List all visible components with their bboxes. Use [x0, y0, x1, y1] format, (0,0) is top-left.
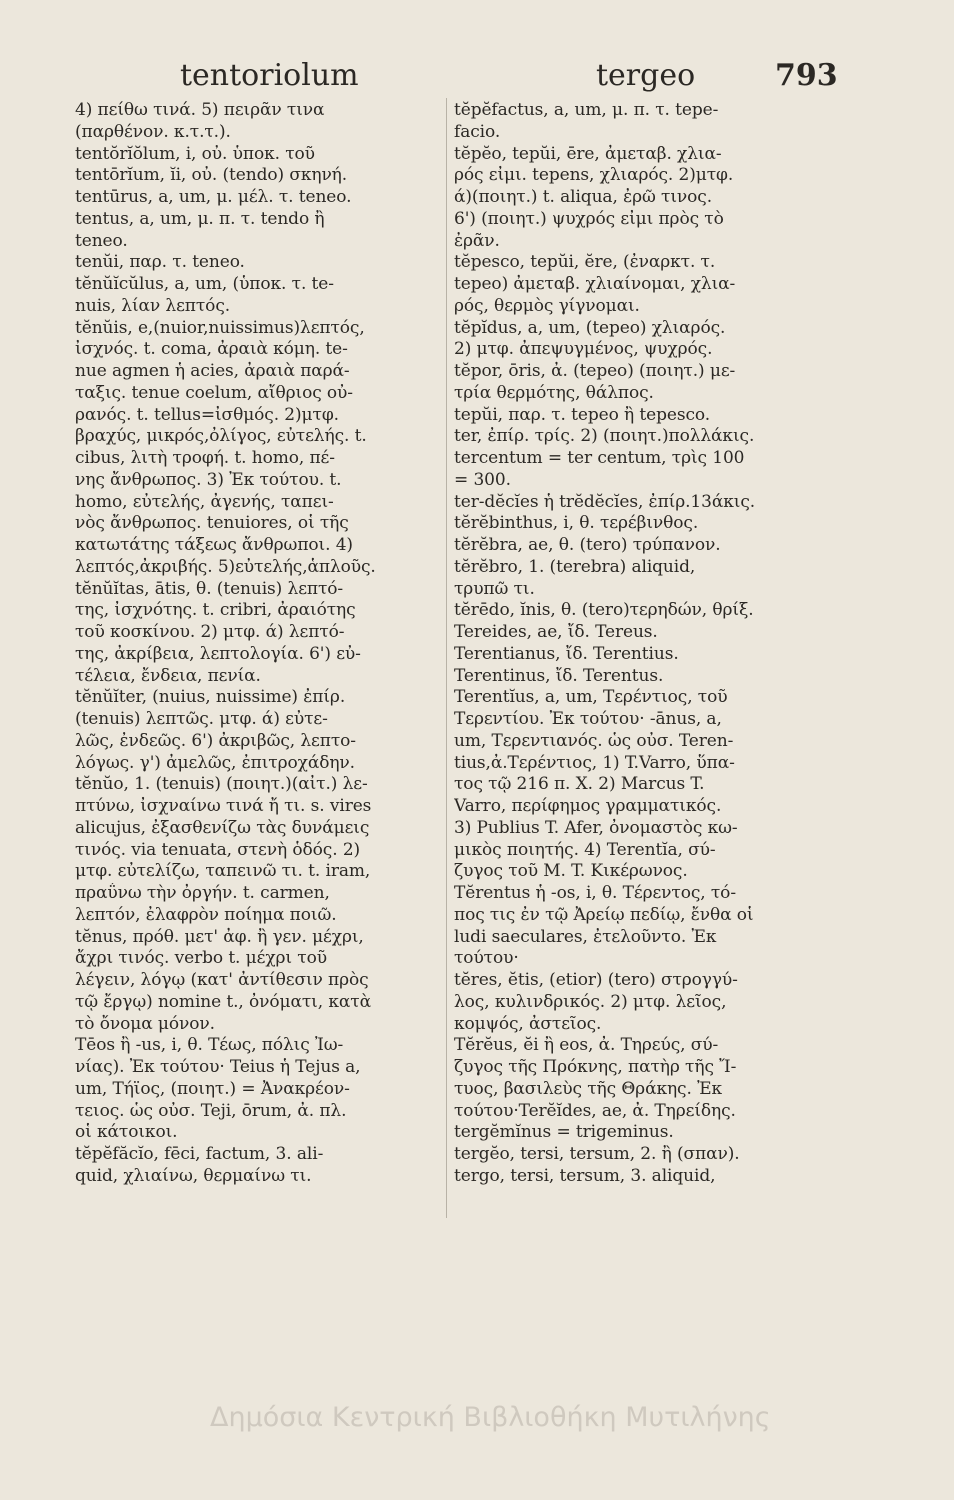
entry-line: tĕnŭĭter, (nuius, nuissime) ἐπίρ. — [75, 687, 346, 708]
entry-line: (tenuis) λεπτῶς. μτφ. ά) εὐτε- — [75, 709, 328, 729]
entry-line: tentōrĭum, ĭi, οὐ. (tendo) σκηνή. — [75, 165, 348, 186]
header-left-guide-word: tentoriolum — [180, 58, 359, 93]
entry-line: alicujus, ἐξασθενίζω τὰς δυνάμεις — [75, 817, 370, 838]
left-column — [75, 100, 450, 1188]
entry-line: = 300. — [454, 469, 511, 490]
entry-line: πτύνω, ἰσχναίνω τινά ἤ τι. s. vires — [75, 796, 372, 816]
page-number: 793 — [775, 58, 838, 93]
entry-line: τρυπῶ τι. — [454, 578, 535, 599]
entry-line: μικὸς ποιητής. 4) Terentĭa, σύ- — [454, 839, 716, 860]
entry-line: τὸ ὄνομα μόνον. — [75, 1013, 215, 1034]
entry-line: nuis, λίαν λεπτός. — [75, 295, 231, 316]
entry-line: λῶς, ἐνδεῶς. 6') ἀκριβῶς, λεπτο- — [75, 730, 356, 751]
entry-line: ά)(ποιητ.) t. aliqua, ἐρῶ τινος. — [454, 187, 713, 207]
entry-line: νίας). Ἐκ τούτου· Teius ἡ Tejus a, — [75, 1057, 361, 1077]
entry-line: λεπτός,ἀκριβής. 5)εὐτελής,ἁπλοῦς. — [75, 556, 376, 577]
entry-line: τέλεια, ἔνδεια, πενία. — [75, 665, 261, 686]
entry-line: 2) μτφ. ἀπεψυγμένος, ψυχρός. — [454, 339, 713, 360]
entry-line: tentŏrĭŏlum, i, οὐ. ὑποκ. τοῦ — [75, 143, 315, 164]
entry-line: facio. — [454, 121, 501, 142]
entry-line: tĕnŭĭtas, ātis, θ. (tenuis) λεπτό- — [75, 578, 344, 599]
entry-line: tentūrus, a, um, μ. μέλ. τ. teneo. — [75, 187, 352, 207]
entry-line: Varro, περίφημος γραμματικός. — [454, 796, 722, 816]
entry-line: Terentianus, ἴδ. Terentius. — [454, 643, 679, 664]
entry-line: tĕrēdo, ĭnis, θ. (tero)τερηδών, θρίξ. — [454, 600, 754, 621]
entry-line: tentus, a, um, μ. π. τ. tendo ἢ — [75, 208, 325, 229]
entry-line: ter, ἐπίρ. τρίς. 2) (ποιητ.)πολλάκις. — [454, 426, 755, 447]
entry-line: Tĕrentus ἡ -os, i, θ. Τέρεντος, τό- — [454, 883, 736, 903]
entry-line: νὸς ἄνθρωπος. tenuiores, οἱ τῆς — [75, 513, 349, 534]
entry-line: tĕpesco, tepŭi, ĕre, (ἐναρκτ. τ. — [454, 252, 716, 273]
entry-line: λεπτόν, ἐλαφρὸν ποίημα ποιῶ. — [75, 904, 337, 925]
entry-line: tĕrĕbro, 1. (terebra) aliquid, — [454, 556, 696, 577]
entry-line: tĕnŭo, 1. (tenuis) (ποιητ.)(αἰτ.) λε- — [75, 774, 368, 795]
entry-line: οἱ κάτοικοι. — [75, 1122, 178, 1143]
entry-line: tergĕmĭnus = trigeminus. — [454, 1122, 674, 1143]
entry-line: λόγως. γ') ἀμελῶς, ἐπιτροχάδην. — [75, 752, 355, 773]
entry-line: τος τῷ 216 π. X. 2) Marcus T. — [454, 774, 705, 795]
entry-line: ταξις. tenue coelum, αἴθριος οὐ- — [75, 382, 353, 403]
entry-line: ρανός. t. tellus=ἰσθμός. 2)μτφ. — [75, 404, 339, 425]
entry-line: tenŭi, παρ. τ. teneo. — [75, 252, 245, 273]
entry-line: homo, εὐτελής, ἀγενής, ταπει- — [75, 491, 334, 512]
entry-line: 3) Publius T. Afer, ὀνομαστὸς κω- — [454, 817, 738, 838]
entry-line: tĕpĕo, tepŭi, ēre, ἀμεταβ. χλια- — [454, 143, 722, 164]
entry-line: tĕrĕbra, ae, θ. (tero) τρύπανον. — [454, 535, 721, 555]
entry-line: tergĕo, tersi, tersum, 2. ἢ (σπαν). — [454, 1144, 740, 1164]
right-column — [454, 100, 829, 1188]
entry-line: νης ἄνθρωπος. 3) Ἐκ τούτου. t. — [75, 469, 342, 490]
entry-line: μτφ. εὐτελίζω, ταπεινῶ τι. t. iram, — [75, 861, 371, 882]
entry-line: nue agmen ἡ acies, ἀραιὰ παρά- — [75, 361, 350, 381]
entry-line: ἄχρι τινός. verbo t. μέχρι τοῦ — [75, 948, 327, 969]
entry-line: ζυγος τοῦ M. T. Κικέρωνος. — [454, 861, 688, 882]
entry-line: tepeo) ἀμεταβ. χλιαίνομαι, χλια- — [454, 274, 736, 294]
entry-line: ζυγος τῆς Πρόκνης, πατὴρ τῆς Ἴ- — [454, 1057, 737, 1077]
entry-line: λέγειν, λόγῳ (κατ' ἀντίθεσιν πρὸς — [75, 970, 369, 990]
entry-line: πος τις ἐν τῷ Ἀρείῳ πεδίῳ, ἔνθα οἱ — [454, 904, 754, 925]
entry-line: τούτου· — [454, 948, 519, 969]
entry-line: (παρθένον. κ.τ.τ.). — [75, 121, 231, 142]
entry-line: λος, κυλινδρικός. 2) μτφ. λεῖος, — [454, 991, 727, 1012]
entry-line: ludi saeculares, ἐτελοῦντο. Ἐκ — [454, 926, 717, 947]
entry-line: Τερεντίου. Ἐκ τούτου· -ānus, a, — [454, 709, 722, 729]
entry-line: κατωτάτης τάξεως ἄνθρωποι. 4) — [75, 535, 353, 555]
entry-line: της, ἰσχνότης. t. cribri, ἀραιότης — [75, 600, 356, 621]
entry-line: βραχύς, μικρός,ὀλίγος, εὐτελής. t. — [75, 426, 367, 447]
entry-line: um, Τερεντιανός. ὡς οὐσ. Teren- — [454, 730, 734, 751]
entry-line: tĕnŭis, e,(nuior,nuissimus)λεπτός, — [75, 317, 365, 338]
entry-line: tĕnus, πρόθ. μετ' ἀφ. ἢ γεν. μέχρι, — [75, 926, 364, 947]
entry-line: tius,ἀ.Τερέντιος, 1) T.Varro, ὕπα- — [454, 752, 735, 773]
entry-line: tergo, tersi, tersum, 3. aliquid, — [454, 1165, 716, 1186]
entry-line: τῷ ἔργῳ) nomine t., ὀνόματι, κατὰ — [75, 991, 371, 1012]
library-watermark: Δημόσια Κεντρική Βιβλιοθήκη Μυτιλήνης — [210, 1402, 771, 1433]
entry-line: της, ἀκρίβεια, λεπτολογία. 6') εὐ- — [75, 643, 361, 664]
entry-line: tĕres, ĕtis, (etior) (tero) στρογγύ- — [454, 970, 738, 990]
entry-line: Terentĭus, a, um, Τερέντιος, τοῦ — [454, 687, 728, 708]
entry-line: teneo. — [75, 230, 128, 251]
entry-line: tĕpĭdus, a, um, (tepeo) χλιαρός. — [454, 317, 726, 338]
entry-line: tercentum = ter centum, τρὶς 100 — [454, 448, 745, 468]
entry-line: Tĕrĕus, ĕi ἢ eos, ἀ. Τηρεύς, σύ- — [454, 1035, 719, 1056]
entry-line: τρία θερμότης, θάλπος. — [454, 382, 654, 403]
entry-line: Tēos ἢ -us, i, θ. Τέως, πόλις Ἰω- — [75, 1035, 344, 1056]
entry-line: tĕpor, ōris, ἀ. (tepeo) (ποιητ.) με- — [454, 361, 736, 381]
entry-line: τυος, βασιλεὺς τῆς Θράκης. Ἐκ — [454, 1078, 723, 1099]
entry-line: τειος. ὡς οὐσ. Teji, ōrum, ἀ. πλ. — [75, 1100, 347, 1121]
entry-line: tepŭi, παρ. τ. tepeo ἢ tepesco. — [454, 404, 711, 425]
entry-line: ter-dĕcĭes ἡ trĕdĕcĭes, ἐπίρ.13άκις. — [454, 491, 756, 512]
entry-line: tĕpĕfăcĭo, fēci, factum, 3. ali- — [75, 1144, 324, 1164]
entry-line: quid, χλιαίνω, θερμαίνω τι. — [75, 1165, 312, 1186]
entry-line: ρός εἰμι. tepens, χλιαρός. 2)μτφ. — [454, 165, 734, 186]
entry-line: cibus, λιτὴ τροφή. t. homo, πέ- — [75, 448, 335, 468]
entry-line: 6') (ποιητ.) ψυχρός εἰμι πρὸς τὸ — [454, 208, 724, 229]
entry-line: ρός, θερμὸς γίγνομαι. — [454, 295, 640, 316]
entry-line: 4) πείθω τινά. 5) πειρᾶν τινα — [75, 100, 325, 120]
entry-line: um, Τήϊος, (ποιητ.) = Ἀνακρέον- — [75, 1078, 350, 1099]
entry-line: ἰσχνός. t. coma, ἀραιὰ κόμη. te- — [75, 339, 348, 360]
entry-line: tĕpĕfactus, a, um, μ. π. τ. tepe- — [454, 100, 719, 120]
header-right-guide-word: tergeo — [596, 58, 696, 93]
entry-line: Tereides, ae, ἴδ. Tereus. — [454, 622, 658, 642]
entry-line: τοῦ κοσκίνου. 2) μτφ. ά) λεπτό- — [75, 622, 345, 642]
entry-line: κομψός, ἀστεῖος. — [454, 1013, 602, 1034]
column-divider — [446, 98, 447, 1218]
entry-line: tĕrĕbinthus, i, θ. τερέβινθος. — [454, 513, 699, 534]
entry-line: πραΰνω τὴν ὀργήν. t. carmen, — [75, 883, 330, 903]
entry-line: tĕnŭĭcŭlus, a, um, (ὑποκ. τ. te- — [75, 274, 334, 294]
entry-line: τινός. via tenuata, στενὴ ὁδός. 2) — [75, 839, 361, 860]
entry-line: Terentinus, ἴδ. Terentus. — [454, 665, 664, 686]
entry-line: τούτου·Terĕĭdes, ae, ἀ. Τηρείδης. — [454, 1100, 736, 1121]
entry-line: ἐρᾶν. — [454, 230, 500, 251]
